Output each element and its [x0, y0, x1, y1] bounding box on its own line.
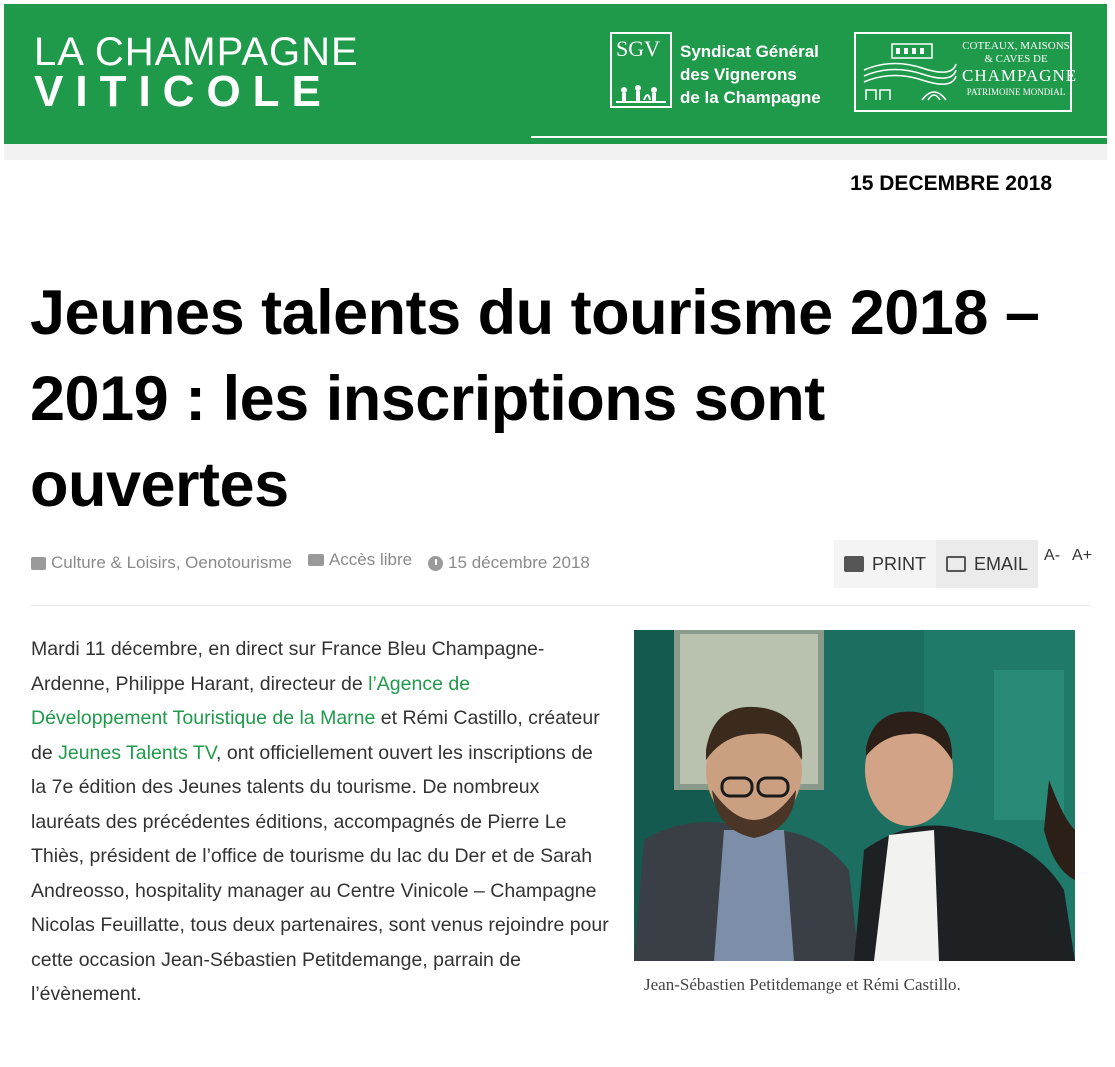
coteaux-line-4: PATRIMOINE MONDIAL	[966, 87, 1066, 97]
meta-categories[interactable]	[31, 553, 292, 573]
published-text: 15 décembre 2018	[448, 553, 590, 572]
access-text: Accès libre	[328, 550, 413, 569]
sgv-emblem	[610, 32, 672, 108]
article-title: Jeunes talents du tourisme 2018 – 2019 : les inscriptions sont ouvertes	[30, 278, 1040, 520]
sgv-name	[680, 40, 821, 109]
calendar-icon	[31, 557, 46, 570]
clock-icon	[428, 556, 443, 571]
meta-divider	[31, 605, 1090, 606]
article-tools	[834, 540, 1098, 588]
coteaux-line-1: COTEAUX, MAISONS	[962, 40, 1070, 52]
article-meta	[31, 550, 606, 573]
body-part-2: et Rémi Castillo, créateur de	[31, 707, 600, 764]
comment-icon	[308, 554, 324, 566]
body-part-3: , ont officiellement ouvert les inscriptions de la 7e édition des Jeunes talents du tourisme. De nombreux lauréats des précédentes éditions, accompagnés de Pierre Le Thiès, président de l’office de tourisme du lac du Der et de Sarah Andreosso, hospitality manager au Centre Vinicole – Champagne Nicolas Feuillatte, tous deux partenaires, sont venus rejoindre pour cette occasion Jean-Sébastien Petitdemange, parrain de l’évènement.	[31, 741, 609, 1005]
body-part-1: Mardi 11 décembre, en direct sur France Bleu Champagne-Ardenne, Philippe Harant, directeur de	[31, 638, 545, 695]
print-icon	[844, 556, 864, 572]
site-header	[4, 4, 1107, 144]
coteaux-line-2: & CAVES DE	[984, 53, 1048, 65]
logo-line-2: VITICOLE	[34, 67, 333, 116]
sgv-code: SGV	[616, 36, 661, 61]
meta-access[interactable]	[308, 550, 413, 573]
sgv-logo[interactable]	[610, 32, 822, 112]
header-rule	[531, 136, 1107, 138]
font-increase-button[interactable]: A+	[1072, 547, 1093, 564]
envelope-icon	[946, 556, 966, 572]
photo-two-men	[634, 630, 1075, 961]
jeunes-talents-tv-link[interactable]: Jeunes Talents TV	[58, 741, 217, 764]
email-label: EMAIL	[974, 553, 1029, 574]
site-logo[interactable]	[34, 32, 359, 114]
publication-date: 15 DECEMBRE 2018	[850, 172, 1052, 195]
adt-marne-link[interactable]: l’Agence de Développement Touristique de la Marne	[31, 672, 471, 729]
article-photo[interactable]	[634, 630, 1075, 961]
coteaux-line-3: CHAMPAGNE	[962, 66, 1078, 85]
vineyard-workers-icon	[614, 78, 668, 104]
email-button[interactable]	[936, 540, 1038, 588]
font-decrease-button[interactable]: A-	[1044, 547, 1061, 564]
article-body	[31, 632, 611, 1012]
sgv-line-3: de la Champagne	[680, 88, 821, 107]
vineyard-hills-icon	[862, 40, 958, 104]
print-button[interactable]	[834, 540, 936, 588]
sgv-line-2: des Vignerons	[680, 65, 797, 84]
categories-text: Culture & Loisirs, Oenotourisme	[51, 553, 292, 572]
header-subbar	[4, 144, 1107, 160]
photo-caption: Jean-Sébastien Petitdemange et Rémi Castillo.	[644, 975, 961, 994]
unesco-coteaux-logo[interactable]	[854, 32, 1078, 112]
coteaux-text	[962, 40, 1078, 98]
sgv-line-1: Syndicat Général	[680, 42, 819, 61]
print-label: PRINT	[872, 553, 926, 574]
meta-date	[428, 553, 590, 573]
logo-line-1: LA CHAMPAGNE	[34, 30, 359, 74]
